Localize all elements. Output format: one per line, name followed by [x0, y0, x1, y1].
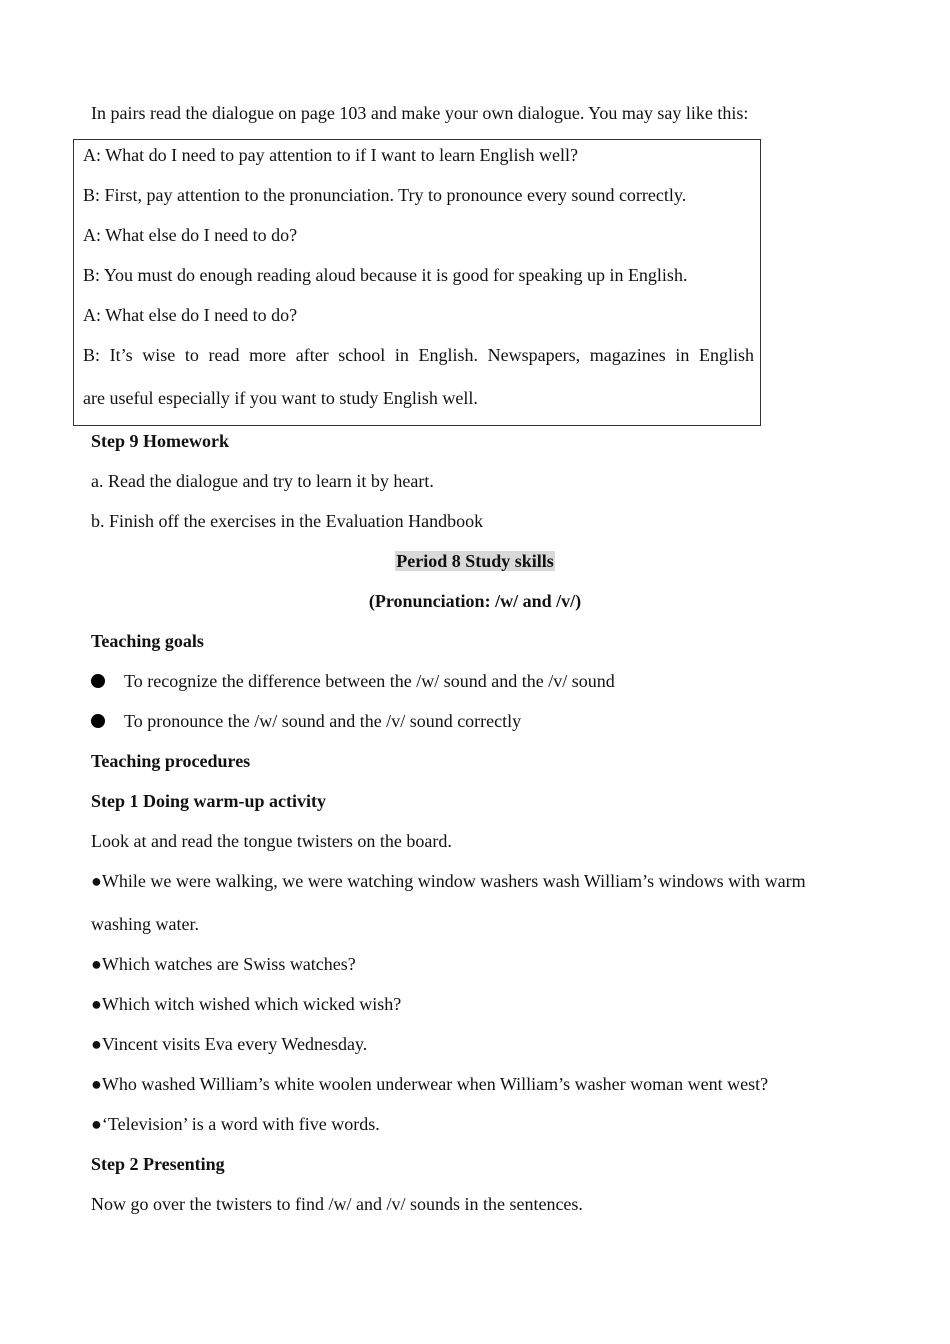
goal-text: To pronounce the /w/ sound and the /v/ sound correctly [124, 711, 522, 731]
dialogue-intro: In pairs read the dialogue on page 103 and make your own dialogue. You may say like this: [91, 103, 749, 123]
goal-item [91, 670, 615, 692]
tongue-twister: ●Who washed William’s white woolen underwear when William’s washer woman went west? [91, 1074, 769, 1094]
tongue-twister: ●‘Television’ is a word with five words. [91, 1114, 380, 1134]
step2-heading: Step 2 Presenting [91, 1154, 225, 1174]
dialogue-line: B: It’s wise to read more after school in English. Newspapers, magazines in English [83, 345, 754, 365]
period-title-row [0, 550, 950, 572]
tongue-twister: ●Which watches are Swiss watches? [91, 954, 356, 974]
step1-intro: Look at and read the tongue twisters on the board. [91, 831, 452, 851]
dialogue-line: A: What do I need to pay attention to if I want to learn English well? [83, 145, 579, 165]
dialogue-line: A: What else do I need to do? [83, 305, 298, 325]
bullet-icon [91, 714, 105, 728]
homework-item: b. Finish off the exercises in the Evaluation Handbook [91, 511, 484, 531]
dialogue-line: A: What else do I need to do? [83, 225, 298, 245]
dialogue-box [73, 139, 761, 426]
dialogue-line: are useful especially if you want to study English well. [83, 388, 478, 408]
step1-heading: Step 1 Doing warm-up activity [91, 791, 326, 811]
period-subtitle: (Pronunciation: /w/ and /v/) [368, 591, 582, 611]
teaching-procedures-heading: Teaching procedures [91, 751, 251, 771]
dialogue-line: B: You must do enough reading aloud because it is good for speaking up in English. [83, 265, 688, 285]
tongue-twister: ●Vincent visits Eva every Wednesday. [91, 1034, 368, 1054]
dialogue-line: B: First, pay attention to the pronunciation. Try to pronounce every sound correctly. [83, 185, 687, 205]
tongue-twister: ●Which witch wished which wicked wish? [91, 994, 402, 1014]
teaching-goals-heading: Teaching goals [91, 631, 204, 651]
homework-item: a. Read the dialogue and try to learn it by heart. [91, 471, 434, 491]
step9-heading: Step 9 Homework [91, 431, 229, 451]
goal-item [91, 710, 521, 732]
tongue-twister: washing water. [91, 914, 199, 934]
period-title: Period 8 Study skills [396, 551, 554, 571]
tongue-twister: ●While we were walking, we were watching window washers wash William’s windows with warm [91, 871, 806, 891]
step2-text: Now go over the twisters to find /w/ and /v/ sounds in the sentences. [91, 1194, 583, 1214]
goal-text: To recognize the difference between the /w/ sound and the /v/ sound [124, 671, 615, 691]
bullet-icon [91, 674, 105, 688]
